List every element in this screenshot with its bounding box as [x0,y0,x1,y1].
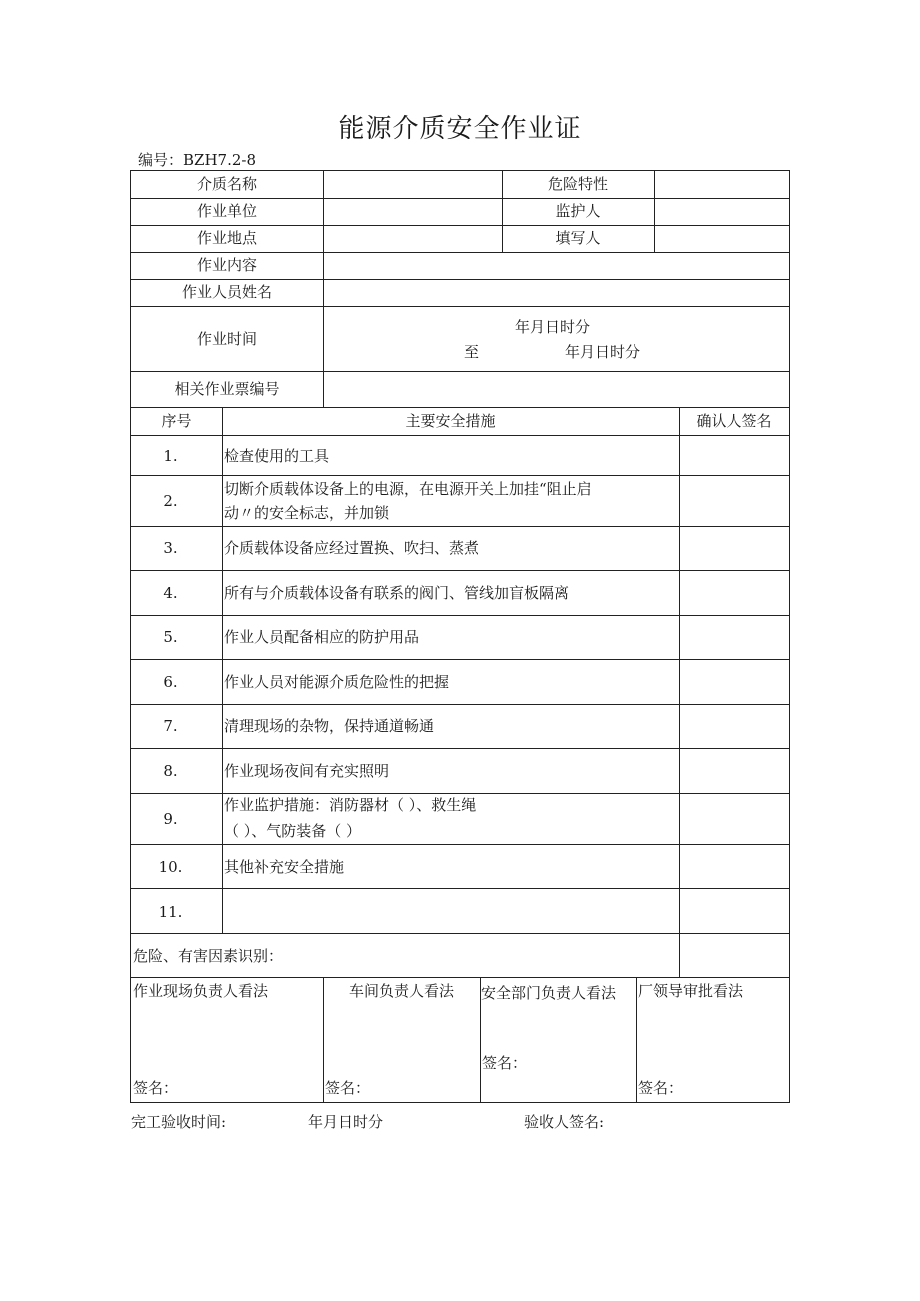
factory-sign-label: 签名： [638,1079,684,1097]
measure-no: 11. [158,903,183,921]
hazard-label: 危险、有害因素识别： [133,947,284,965]
measure-no: 1. [163,447,178,465]
workshop-opinion-label: 车间负责人看法 [348,982,454,1000]
completion-time-label: 完工验收时间: [131,1113,227,1131]
measure-no: 8. [163,762,178,780]
form-code: 编号：BZH7.2-8 [138,151,256,169]
measure-text: 作业现场夜间有充实照明 [224,762,390,780]
time-from: 年月日时分 [515,318,591,336]
safety-sign-label: 签名： [482,1054,528,1072]
supervisor-label: 监护人 [555,202,601,220]
col-no-header: 序号 [161,412,192,430]
col-measure-header: 主要安全措施 [405,412,496,430]
factory-opinion-label: 厂领导审批看法 [638,982,744,1000]
danger-label: 危险特性 [547,175,608,193]
measure-no: 3. [163,539,178,557]
ticket-label: 相关作业票编号 [174,380,280,398]
measure-text: 切断介质载体设备上的电源，在电源开关上加挂“阻止启 [224,480,592,498]
workshop-sign-label: 签名： [325,1079,371,1097]
location-label: 作业地点 [196,229,257,247]
measure-text: 作业人员对能源介质危险性的把握 [224,673,450,691]
safety-opinion-label: 安全部门负责人看法 [481,984,617,1002]
measure-text: 清理现场的杂物，保持通道畅通 [224,717,435,735]
measure-no: 10. [158,858,183,876]
site-opinion-label: 作业现场负责人看法 [133,982,269,1000]
workers-label: 作业人员姓名 [181,283,272,301]
acceptor-sign-label: 验收人签名: [524,1113,605,1131]
time-label: 作业时间 [196,330,257,348]
measure-text: 检查使用的工具 [224,447,330,465]
measure-no: 5. [163,628,178,646]
measure-text-line2: 动〃的安全标志，并加锁 [224,504,390,522]
col-sign-header: 确认人签名 [696,412,772,430]
content-label: 作业内容 [196,256,257,274]
measure-text: 其他补充安全措施 [224,858,345,876]
measure-no: 7. [163,717,178,735]
measure-no: 4. [163,584,178,602]
medium-name-label: 介质名称 [196,175,257,193]
time-to-word: 至 [464,343,480,361]
completion-date: 年月日时分 [308,1113,384,1131]
permit-form [130,170,790,1103]
measure-no: 2. [163,492,178,510]
measure-text: 所有与介质载体设备有联系的阀门、管线加盲板隔离 [224,584,570,602]
time-to: 年月日时分 [565,343,641,361]
measure-text: 介质载体设备应经过置换、吹扫、蒸煮 [224,539,480,557]
unit-label: 作业单位 [196,202,257,220]
filler-label: 填写人 [555,229,601,247]
measure-no: 9. [163,810,178,828]
measure-text: 作业人员配备相应的防护用品 [224,628,420,646]
form-title: 能源介质安全作业证 [338,114,582,144]
site-sign-label: 签名： [133,1079,179,1097]
measure-no: 6. [163,673,178,691]
measure-text: 作业监护措施：消防器材（ ）、救生绳 [224,796,477,814]
measure-text-line2: （ ）、气防装备（ ） [224,822,362,840]
